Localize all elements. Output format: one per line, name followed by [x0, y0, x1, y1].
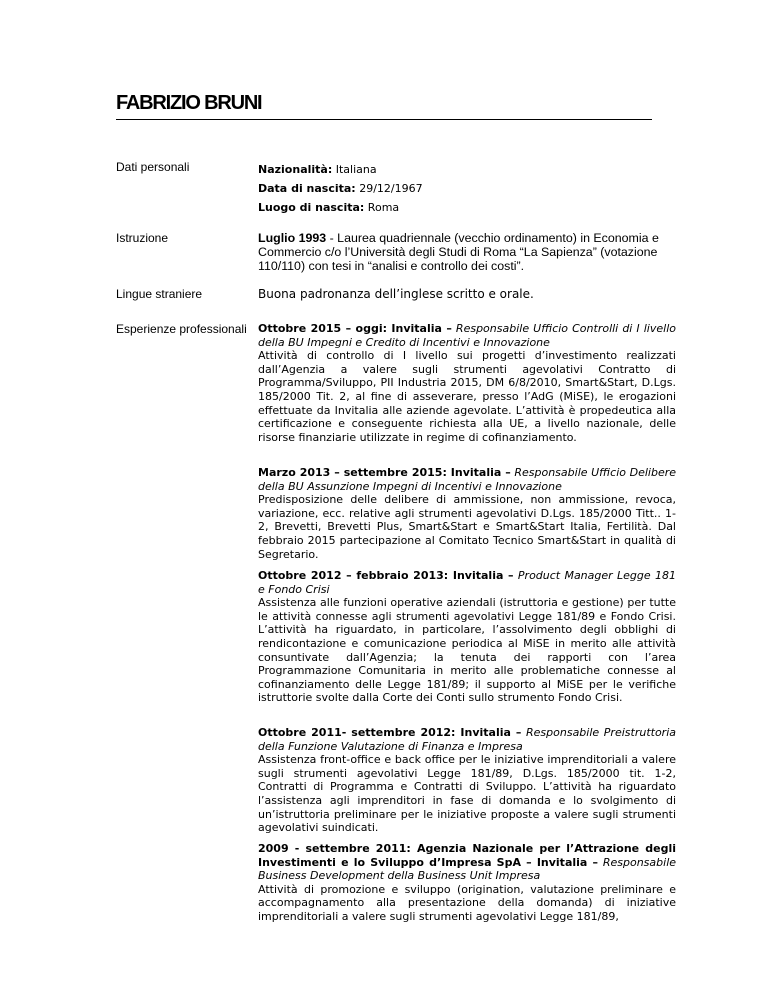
entry-heading	[258, 569, 676, 596]
entry-description: Assistenza front-office e back office per le iniziative imprenditoriali a valere sugli strumenti agevolativi Legge 181/89, D.Lgs. 185/2000 tit. 1-2, Contratti di Programma e Contratti di Sviluppo. L’attività ha riguardato l’assistenza agli imprenditori in fase di domanda e lo svolgimento di un’istruttoria preliminare per le iniziative proposte a valere sugli strumenti agevolativi suindicati.	[258, 753, 676, 835]
entry-period: Ottobre 2015 – oggi: Invitalia –	[258, 322, 452, 335]
experience-entry	[258, 466, 676, 561]
experience-entry	[258, 569, 676, 705]
header-divider	[116, 119, 652, 120]
entry-description: Attività di controllo di I livello sui progetti d’investimento realizzati dall’Agenzia a valere sugli strumenti agevolativi Contratto di Programma/Sviluppo, PII Industria 2015, DM 6/8/2010, Smart&Start, D.Lgs. 185/2000 Tit. 2, al fine di asseverare, presso l’AdG (MiSE), le erogazioni effettuate da Invitalia alle aziende agevolate. L’attività è propedeutica alla certificazione e conseguente richiesta alla UE, a livello nazionale, delle risorse finanziarie utilizzate in regime di cofinanziamento.	[258, 349, 676, 444]
entry-role: Responsabile Business Development della Business Unit Impresa	[258, 855, 677, 883]
section-label-experience: Esperienze professionali	[116, 322, 247, 336]
birthdate-value: 29/12/1967	[355, 182, 423, 195]
entry-heading	[258, 322, 676, 349]
entry-heading	[258, 726, 676, 753]
nationality-key: Nazionalità:	[258, 163, 333, 176]
section-label-personal: Dati personali	[116, 160, 190, 174]
entry-description: Assistenza alle funzioni operative aziendali (istruttoria e gestione) per tutte le attività connesse agli strumenti agevolativi Legge 181/89 e Fondo Crisi. L’attività ha riguardato, in particolare, l’assolvimento degli obblighi di rendicontazione e comunicazione periodica al MiSE in merito alle attività consuntivate dall’Agenzia; la tenuta dei rapporti con l’area Programmazione Comunitaria in merito alle problematiche connesse al cofinanziamento delle Legge 181/89; il supporto al MiSE per le verifiche istruttorie svolte dalla Corte dei Conti sullo strumento Fondo Crisi.	[258, 596, 676, 705]
education-desc: - Laurea quadriennale (vecchio ordinamento) in Economia e Commercio c/o l’Università degli Studi di Roma “La Sapienza” (votazione 110/110) con tesi in “analisi e controllo dei costi”.	[258, 231, 659, 273]
birthdate-key: Data di nascita:	[258, 182, 356, 195]
section-label-education: Istruzione	[116, 231, 169, 245]
entry-heading	[258, 842, 676, 883]
entry-description: Attività di promozione e sviluppo (origination, valutazione preliminare e accompagnamento alla presentazione della domanda) di iniziative imprenditoriali a valere sugli strumenti agevolativi Legge 181/89,	[258, 882, 676, 923]
entry-role: Responsabile Preistruttoria della Funzione Valutazione di Finanza e Impresa	[258, 726, 676, 753]
languages-text: Buona padronanza dell’inglese scritto e orale.	[258, 287, 534, 301]
education-date: Luglio 1993	[258, 231, 327, 245]
entry-description: Predisposizione delle delibere di ammissione, non ammissione, revoca, variazione, ecc. relative agli strumenti agevolativi D.Lgs. 185/2000 Titt.. 1-2, Brevetti, Brevetti Plus, Smart&Start e Smart&Start Italia, Fertilità. Dal febbraio 2015 partecipazione al Comitato Tecnico Smart&Start in qualità di Segretario.	[258, 493, 676, 561]
birthdate-row	[258, 179, 676, 198]
birthplace-row	[258, 198, 676, 217]
birthplace-value: Roma	[364, 201, 400, 214]
candidate-name: FABRIZIO BRUNI	[116, 92, 262, 114]
birthplace-key: Luogo di nascita:	[258, 201, 365, 214]
experience-entry	[258, 726, 676, 835]
experience-entry	[258, 842, 676, 924]
experience-entry	[258, 322, 676, 444]
entry-period: Ottobre 2011- settembre 2012: Invitalia –	[258, 726, 522, 739]
section-label-languages: Lingue straniere	[116, 287, 203, 301]
education-text	[258, 231, 676, 273]
entry-heading	[258, 466, 676, 493]
entry-period: 2009 - settembre 2011: Agenzia Nazionale per l’Attrazione degli Investimenti e lo Sviluppo d’Impresa SpA – Invitalia –	[258, 842, 676, 869]
personal-data	[258, 160, 676, 217]
entry-period: Marzo 2013 – settembre 2015: Invitalia –	[258, 466, 511, 479]
nationality-row	[258, 160, 676, 179]
nationality-value: Italiana	[332, 163, 377, 176]
entry-role: Responsabile Ufficio Controlli di I livello della BU Impegni e Credito di Incentivi e Innovazione	[258, 322, 676, 349]
entry-period: Ottobre 2012 – febbraio 2013: Invitalia –	[258, 569, 514, 582]
entry-role: Product Manager Legge 181 e Fondo Crisi	[258, 569, 676, 596]
entry-role: Responsabile Ufficio Delibere della BU Assunzione Impegni di Incentivi e Innovazione	[258, 466, 677, 493]
